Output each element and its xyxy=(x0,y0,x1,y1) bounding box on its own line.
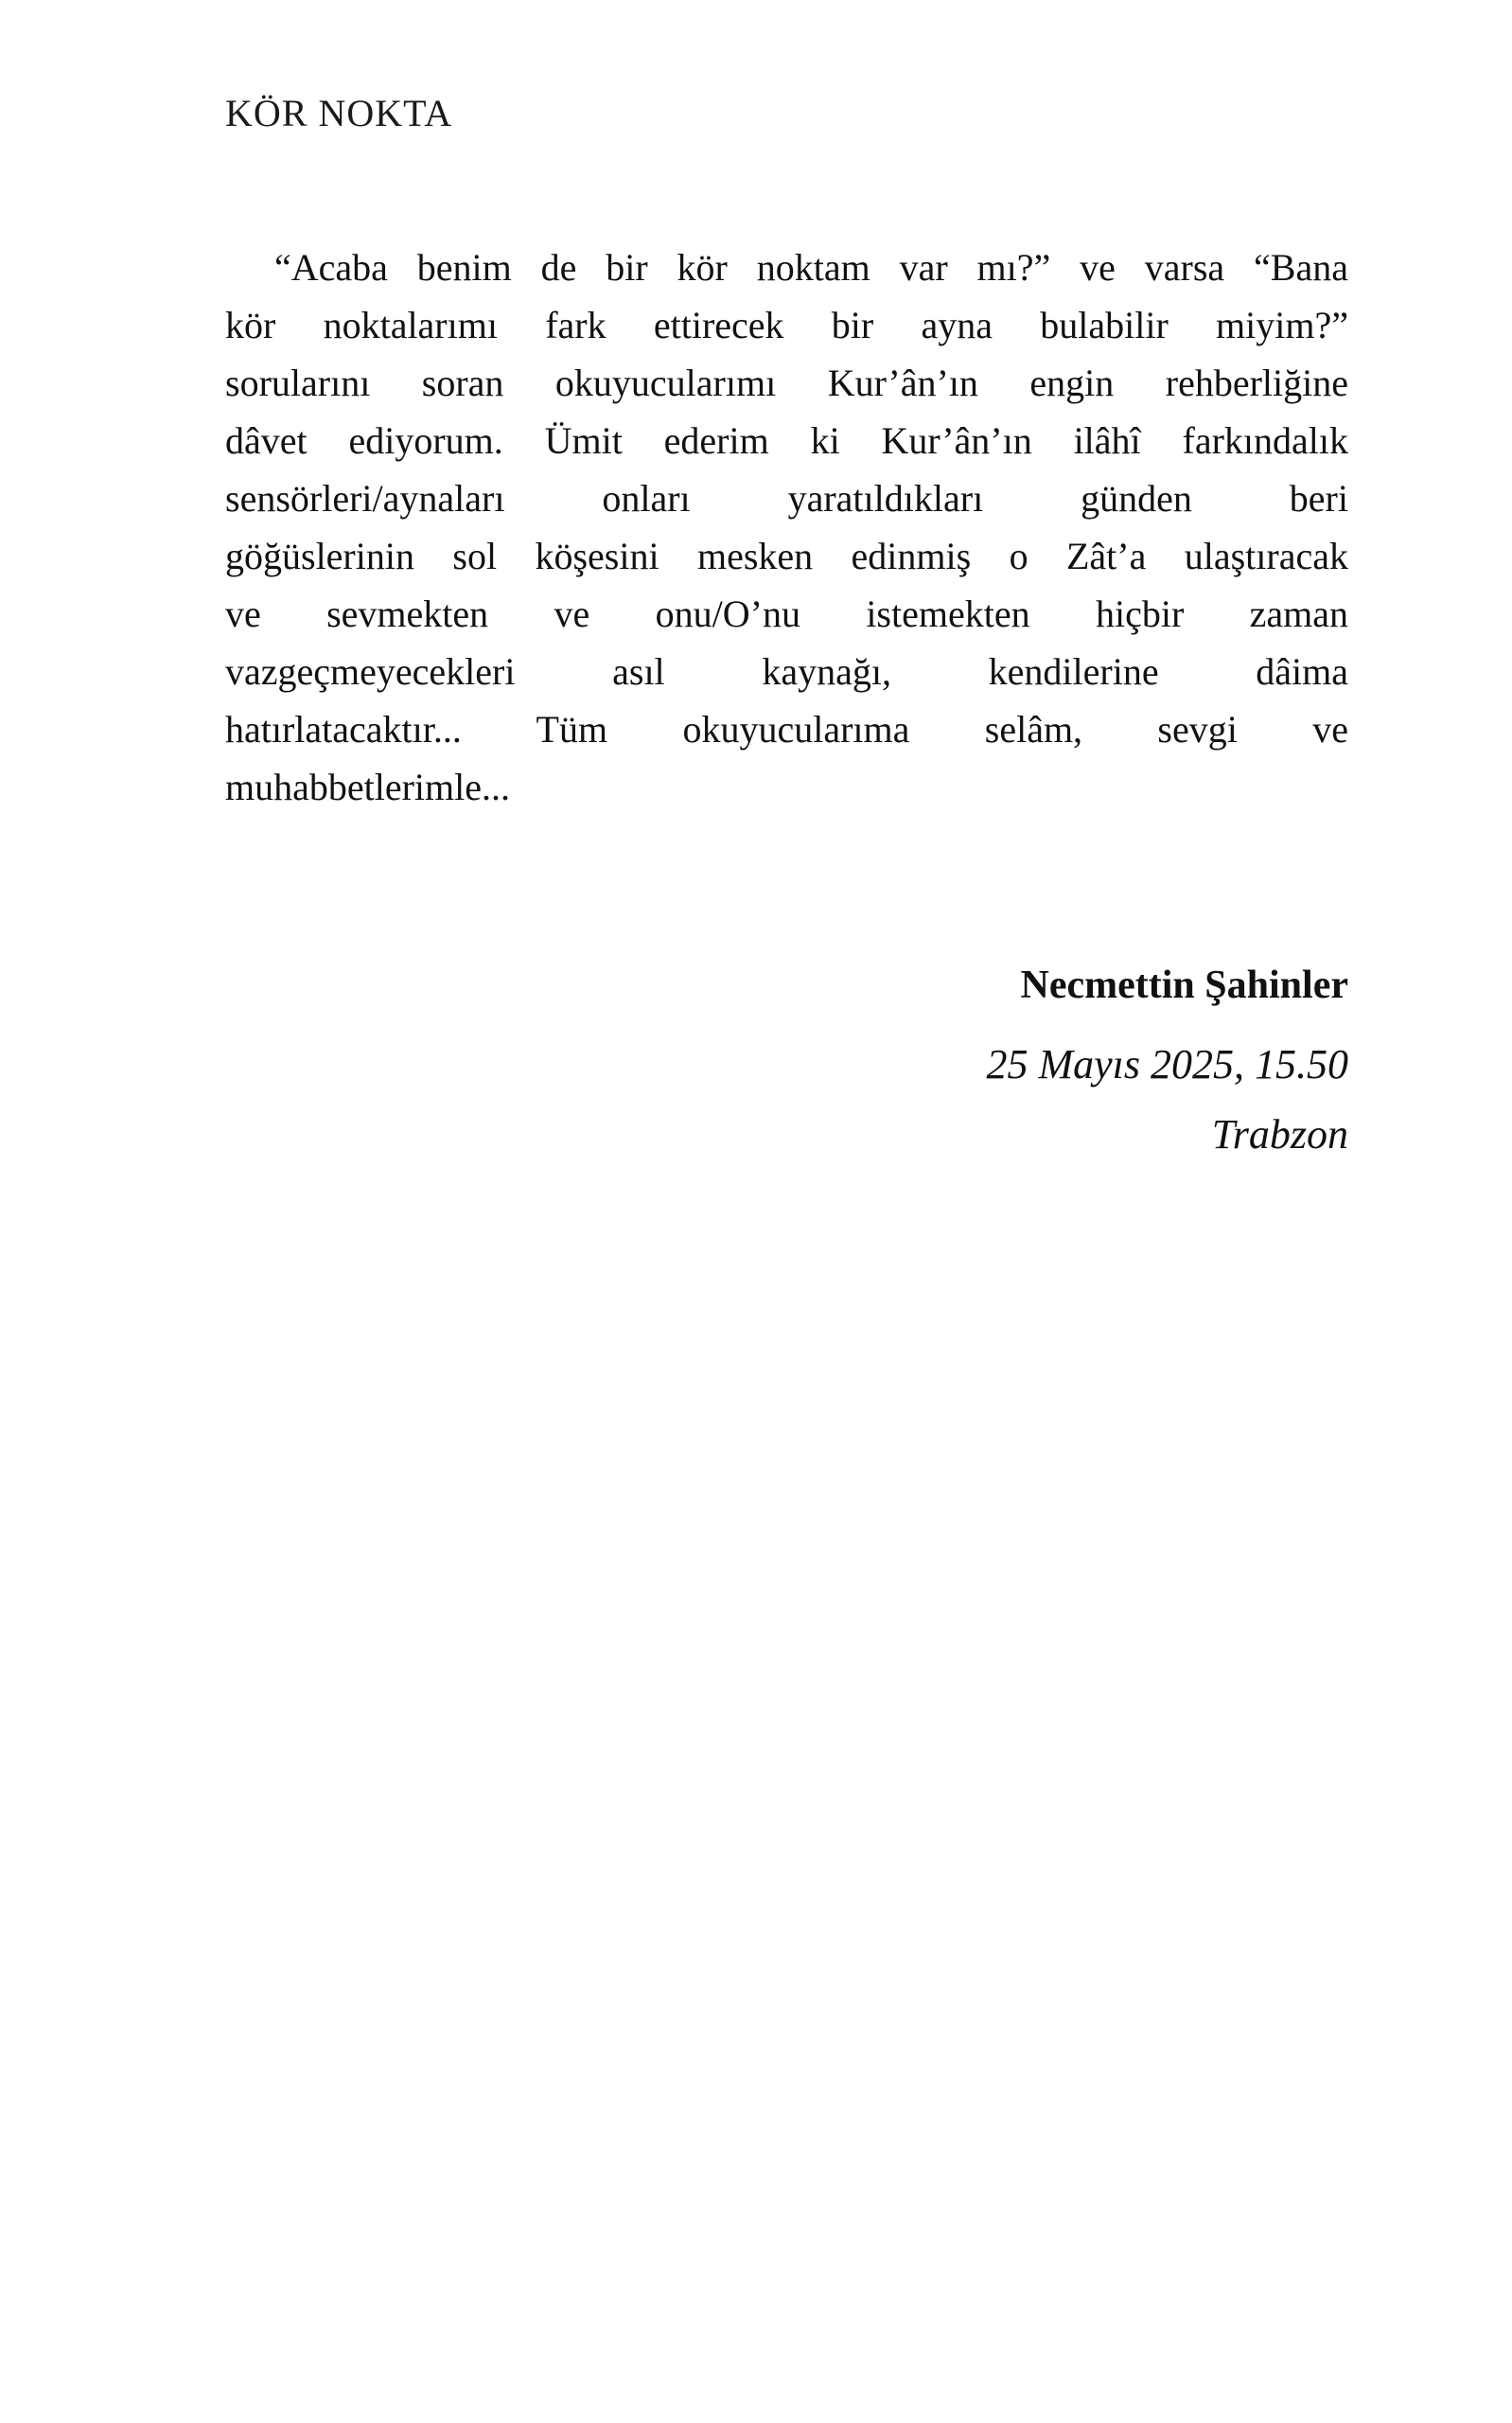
paragraph xyxy=(225,239,1348,816)
paragraph-line: vazgeçmeyecekleri asıl kaynağı, kendilerine dâima xyxy=(225,650,1348,693)
paragraph-line: hatırlatacaktır... Tüm okuyucularıma selâm, sevgi ve xyxy=(225,708,1348,751)
paragraph-line: göğüslerinin sol köşesini mesken edinmiş o Zât’a ulaştıracak xyxy=(225,535,1348,577)
paragraph-line: ve sevmekten ve onu/O’nu istemekten hiçbir zaman xyxy=(225,592,1348,635)
signature-block xyxy=(986,956,1348,1170)
paragraph-line: kör noktalarımı fark ettirecek bir ayna bulabilir miyim?” xyxy=(225,304,1348,346)
page-header-title: KÖR NOKTA xyxy=(225,92,453,134)
author-name: Necmettin Şahinler xyxy=(1020,964,1348,1007)
paragraph-line: “Acaba benim de bir kör noktam var mı?” ve varsa “Bana xyxy=(274,246,1348,289)
signature-datetime: 25 Mayıs 2025, 15.50 xyxy=(986,1041,1348,1088)
paragraph-line: dâvet ediyorum. Ümit ederim ki Kur’ân’ın ilâhî farkındalık xyxy=(225,419,1348,462)
signature-place: Trabzon xyxy=(1211,1111,1348,1158)
paragraph-line: muhabbetlerimle... xyxy=(225,766,511,808)
paragraph-line: sensörleri/aynaları onları yaratıldıkları günden beri xyxy=(225,477,1348,520)
paragraph-line: sorularını soran okuyucularımı Kur’ân’ın engin rehberliğine xyxy=(225,362,1348,404)
